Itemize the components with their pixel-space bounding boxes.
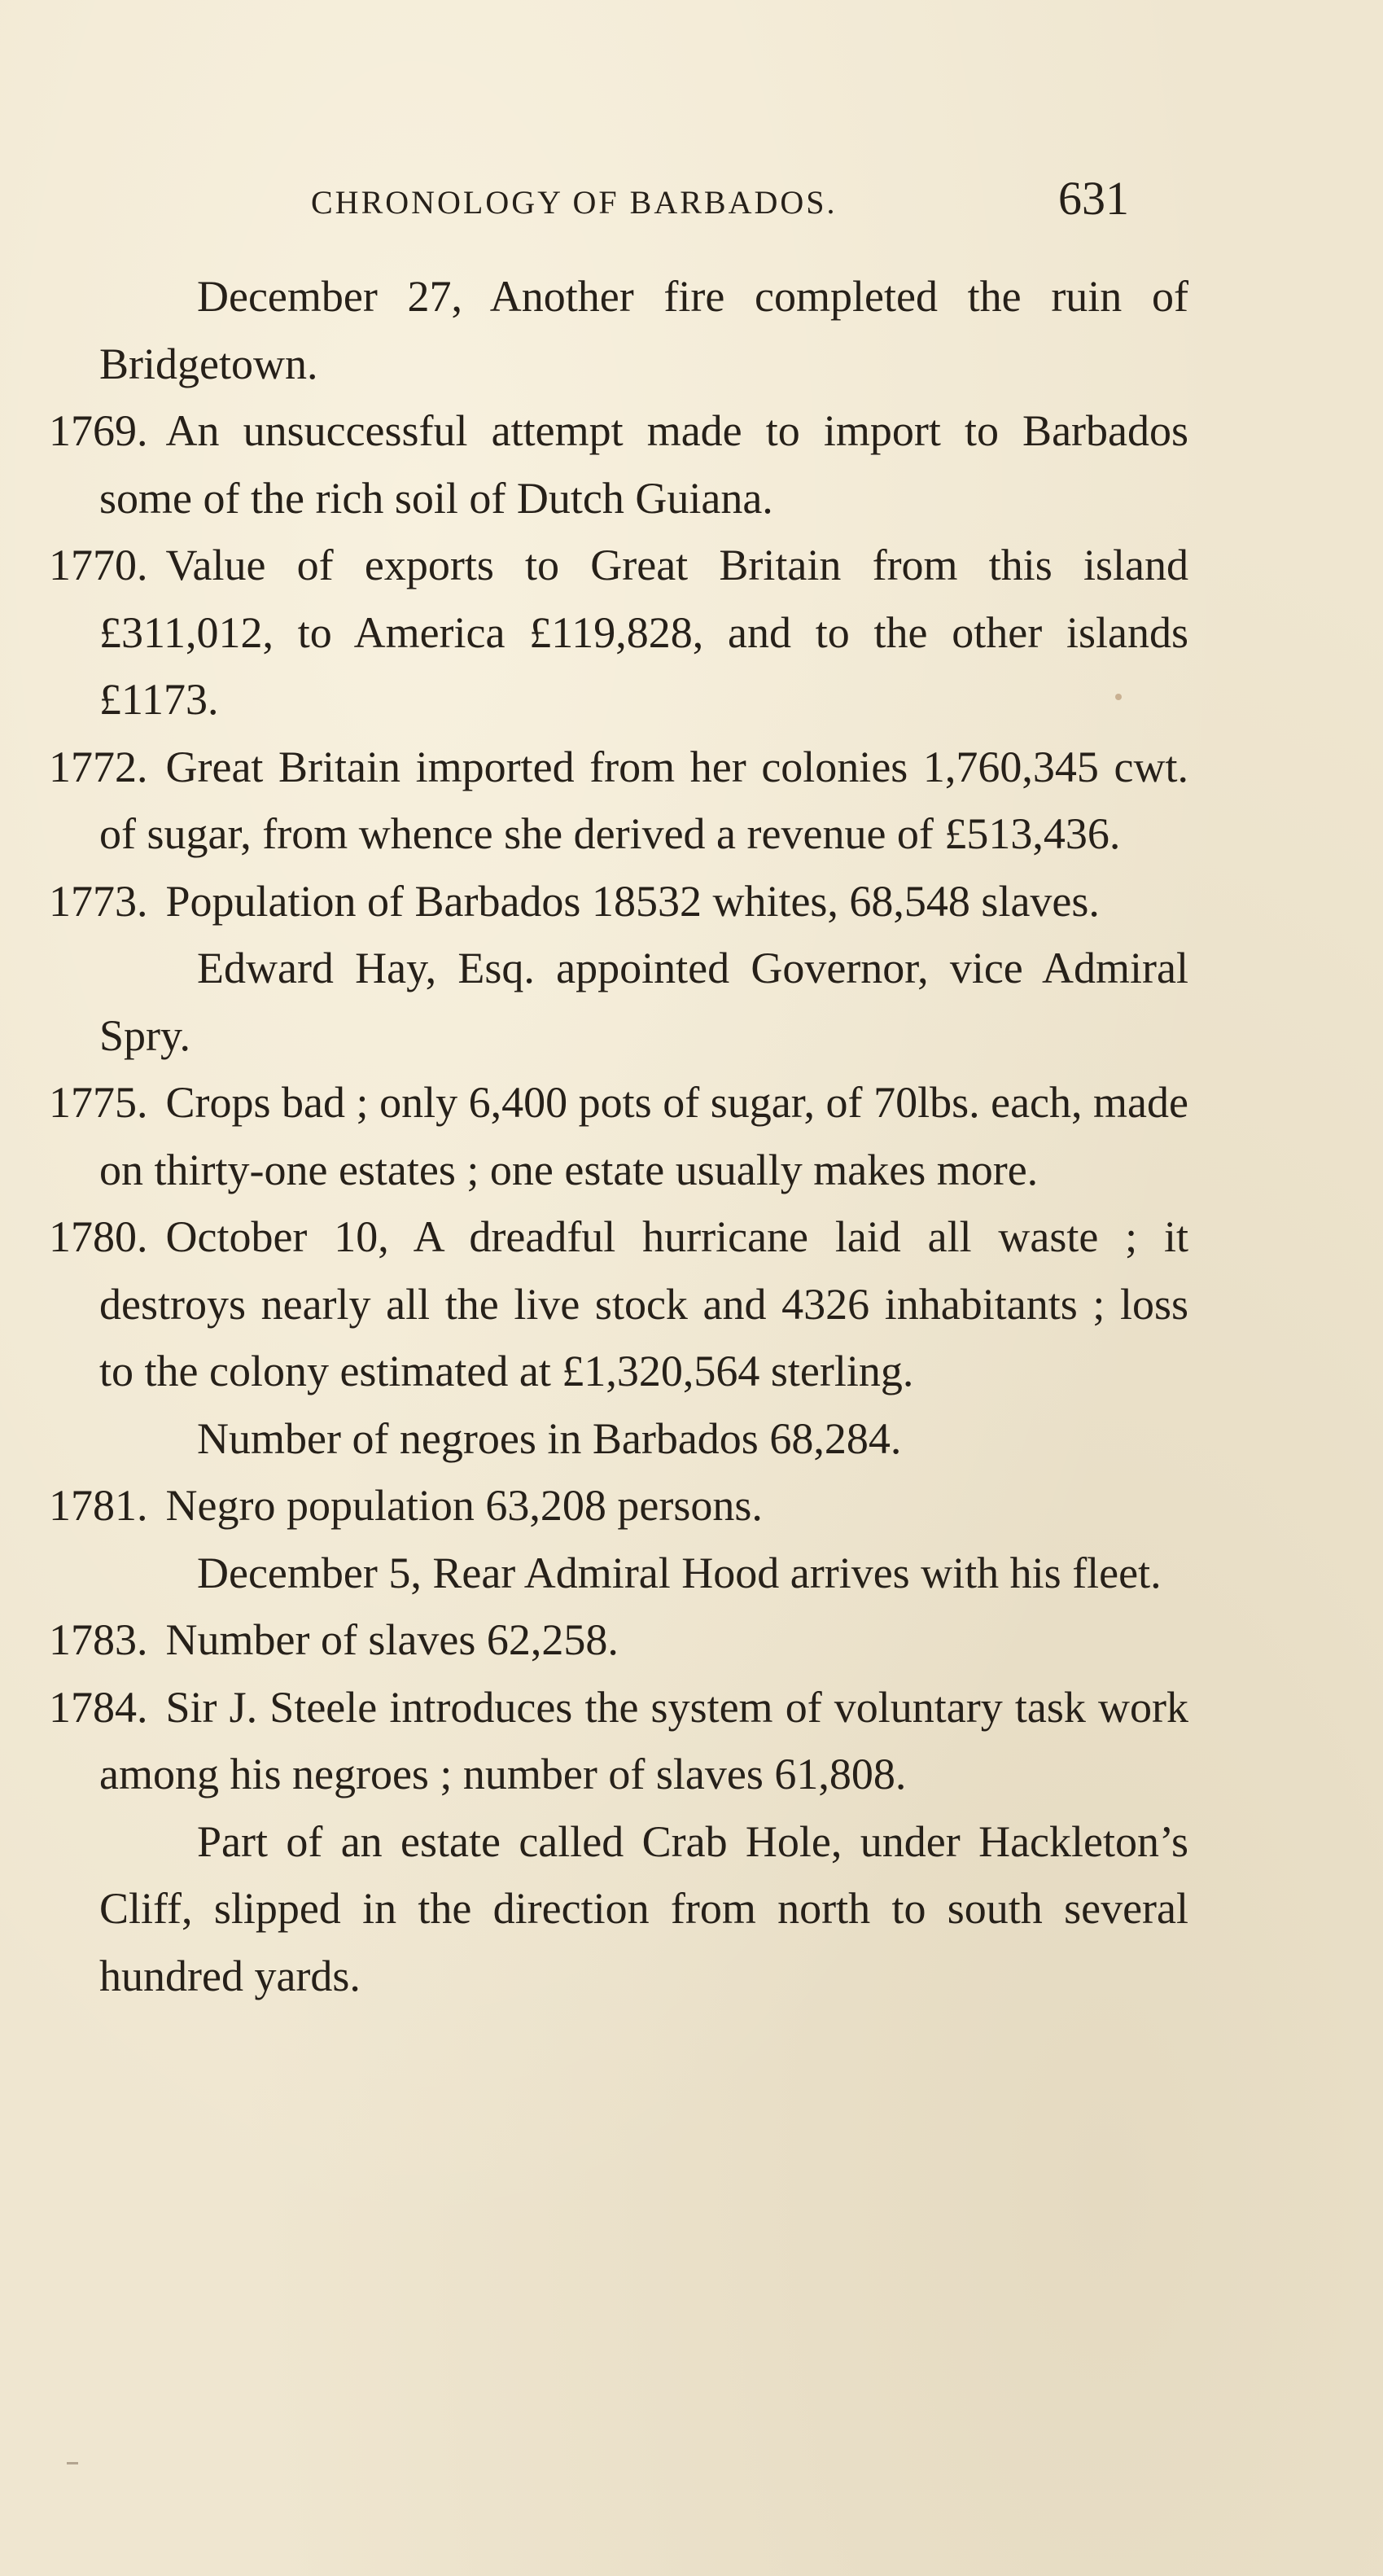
chronology-text [49,263,1188,2009]
entry-paragraph [49,1808,1188,2010]
stray-ink-mark [67,2462,78,2464]
running-title: CHRONOLOGY OF BARBADOS. [311,184,838,221]
entry-text: December 5, Rear Admiral Hood arrives with his fleet. [197,1548,1162,1597]
entry-paragraph [49,1606,1188,1674]
entry-year: 1769. [49,406,148,455]
entry-paragraph [49,1069,1188,1203]
page-header [0,168,1383,233]
entry-paragraph [49,532,1188,734]
entry-paragraph [49,263,1188,397]
entry-paragraph [49,868,1188,935]
entry-paragraph [49,1674,1188,1808]
entry-text: December 27, Another fire completed the ruin of Bridgetown. [99,272,1188,388]
entry-year: 1783. [49,1615,148,1664]
entry-year: 1781. [49,1481,148,1530]
entry-paragraph [49,397,1188,532]
entry-text: Negro population 63,208 persons. [165,1481,763,1530]
entry-text: Number of negroes in Barbados 68,284. [197,1413,902,1463]
entry-paragraph [49,1203,1188,1405]
entry-year: 1775. [49,1078,148,1127]
entry-text: October 10, A dreadful hurricane laid all waste ; it destroys nearly all the live stock and 4326 inhabitants ; loss to the colony estimated at £1,320,564 sterling. [99,1212,1188,1395]
page-number: 631 [1058,172,1129,225]
entry-year: 1770. [49,541,148,589]
entry-text: Part of an estate called Crab Hole, under Hackleton’s Cliff, slipped in the direction from north to south several hundred yards. [99,1816,1188,2000]
entry-text: Value of exports to Great Britain from this island £311,012, to America £119,828, and to the other islands £1173. [99,541,1188,724]
entry-year: 1784. [49,1682,148,1732]
entry-text: Great Britain imported from her colonies 1,760,345 cwt. of sugar, from whence she derived a revenue of £513,436. [99,742,1188,858]
entry-paragraph [49,1405,1188,1473]
entry-paragraph [49,734,1188,868]
ink-smudge [1115,694,1122,700]
entry-paragraph [49,1540,1188,1607]
entry-year: 1780. [49,1212,148,1261]
entry-paragraph [49,1472,1188,1540]
entry-paragraph [49,935,1188,1069]
entry-text: Crops bad ; only 6,400 pots of sugar, of 70lbs. each, made on thirty-one estates ; one estate usually makes more. [99,1078,1188,1194]
entry-text: Number of slaves 62,258. [165,1615,619,1664]
entry-year: 1772. [49,742,148,791]
entry-text: An unsuccessful attempt made to import to Barbados some of the rich soil of Dutch Guiana. [99,406,1188,523]
entry-year: 1773. [49,876,148,926]
entry-text: Sir J. Steele introduces the system of voluntary task work among his negroes ; number of slaves 61,808. [99,1682,1188,1798]
entry-text: Edward Hay, Esq. appointed Governor, vice Admiral Spry. [99,944,1188,1060]
entry-text: Population of Barbados 18532 whites, 68,548 slaves. [165,876,1100,926]
